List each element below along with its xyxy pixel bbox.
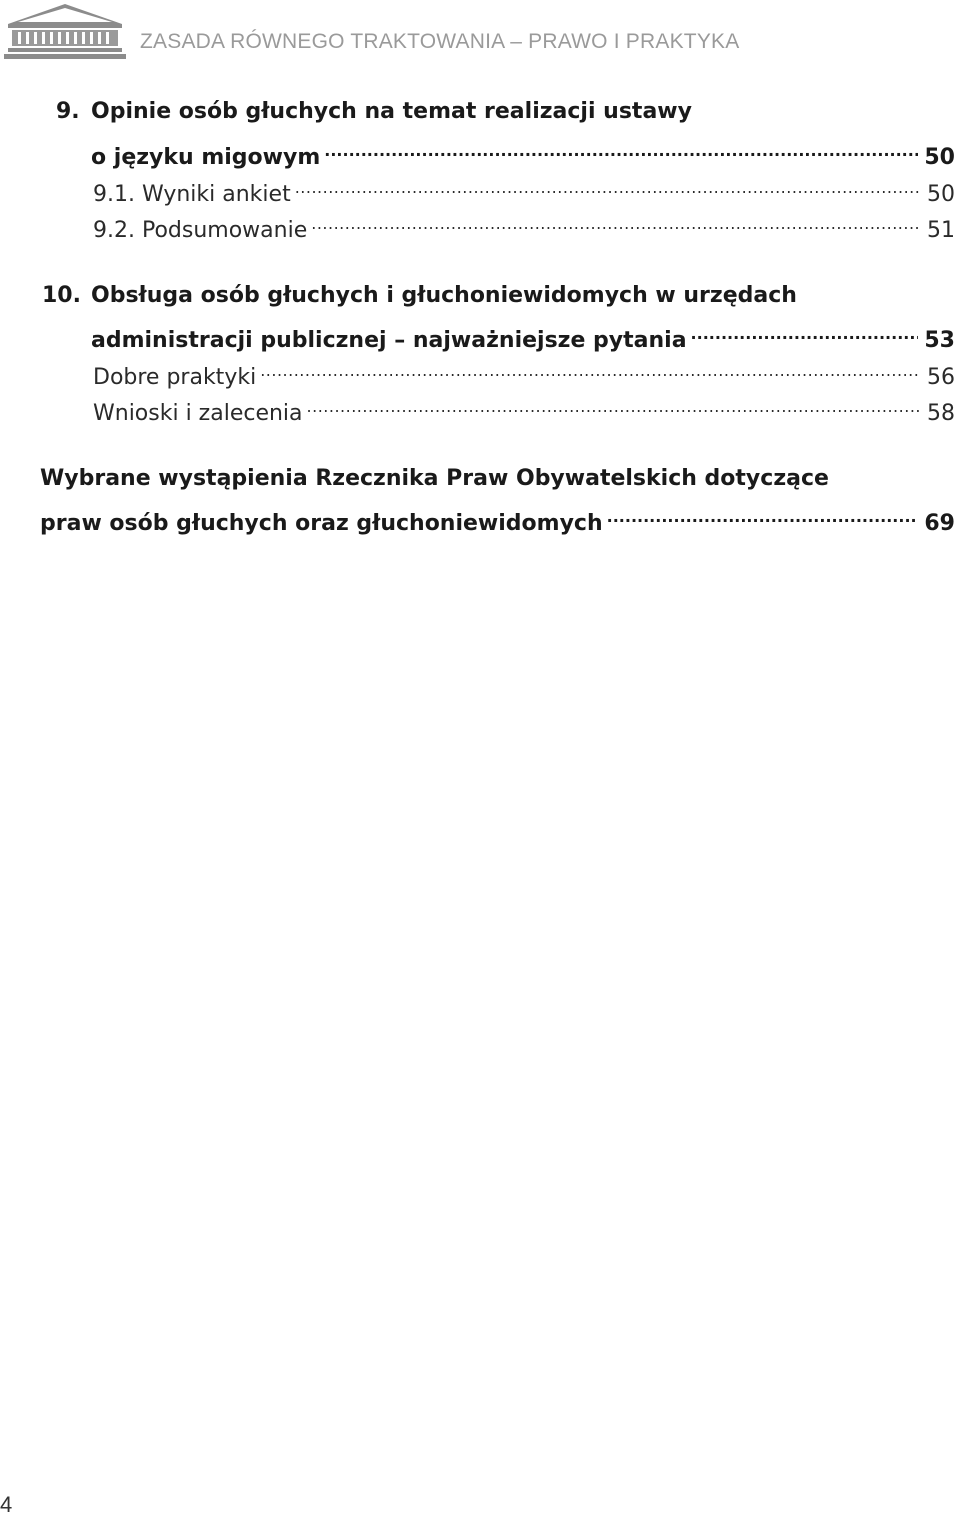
toc-page-9: 50 xyxy=(924,145,955,170)
toc-entry-10-conclusions[interactable] xyxy=(93,390,955,426)
leader-dots xyxy=(307,390,921,420)
toc-page-9-2: 51 xyxy=(927,218,955,243)
toc-label-10-2: Wnioski i zalecenia xyxy=(93,401,303,426)
toc-entry-9-1[interactable] xyxy=(93,171,955,207)
leader-dots xyxy=(260,354,921,384)
toc-number-10: 10. xyxy=(42,283,81,308)
toc-page-10: 53 xyxy=(924,328,955,353)
toc-title-appendix-line1: Wybrane wystąpienia Rzecznika Praw Obywatelskich dotyczące xyxy=(40,466,829,491)
institution-building-logo-icon xyxy=(4,2,126,60)
toc-entry-9[interactable] xyxy=(91,134,955,170)
toc-label-9-2: 9.2. Podsumowanie xyxy=(93,218,308,243)
page-number: 4 xyxy=(0,1492,13,1517)
toc-page-appendix: 69 xyxy=(924,511,955,536)
running-header-title: ZASADA RÓWNEGO TRAKTOWANIA – PRAWO I PRAKTYKA xyxy=(140,30,740,53)
leader-dots xyxy=(295,171,921,201)
toc-title-10-line2: administracji publicznej – najważniejsze pytania xyxy=(91,328,687,353)
toc-entry-10[interactable] xyxy=(91,317,955,353)
toc-entry-9-2[interactable] xyxy=(93,207,955,243)
toc-title-10-line1: Obsługa osób głuchych i głuchoniewidomych w urzędach xyxy=(91,283,797,308)
toc-label-9-1: 9.1. Wyniki ankiet xyxy=(93,182,291,207)
toc-page-10-2: 58 xyxy=(927,401,955,426)
toc-page-9-1: 50 xyxy=(927,182,955,207)
toc-label-10-1: Dobre praktyki xyxy=(93,365,257,390)
toc-entry-10-good-practices[interactable] xyxy=(93,354,955,390)
leader-dots xyxy=(311,207,921,237)
toc-title-9-line2: o języku migowym xyxy=(91,145,321,170)
toc-title-appendix-line2: praw osób głuchych oraz głuchoniewidomych xyxy=(40,511,603,536)
toc-number-9: 9. xyxy=(56,99,80,124)
toc-entry-appendix[interactable] xyxy=(40,500,955,536)
leader-dots xyxy=(607,500,919,530)
leader-dots xyxy=(324,134,918,164)
toc-title-9-line1: Opinie osób głuchych na temat realizacji ustawy xyxy=(91,99,692,124)
toc-page-10-1: 56 xyxy=(927,365,955,390)
leader-dots xyxy=(691,317,919,347)
